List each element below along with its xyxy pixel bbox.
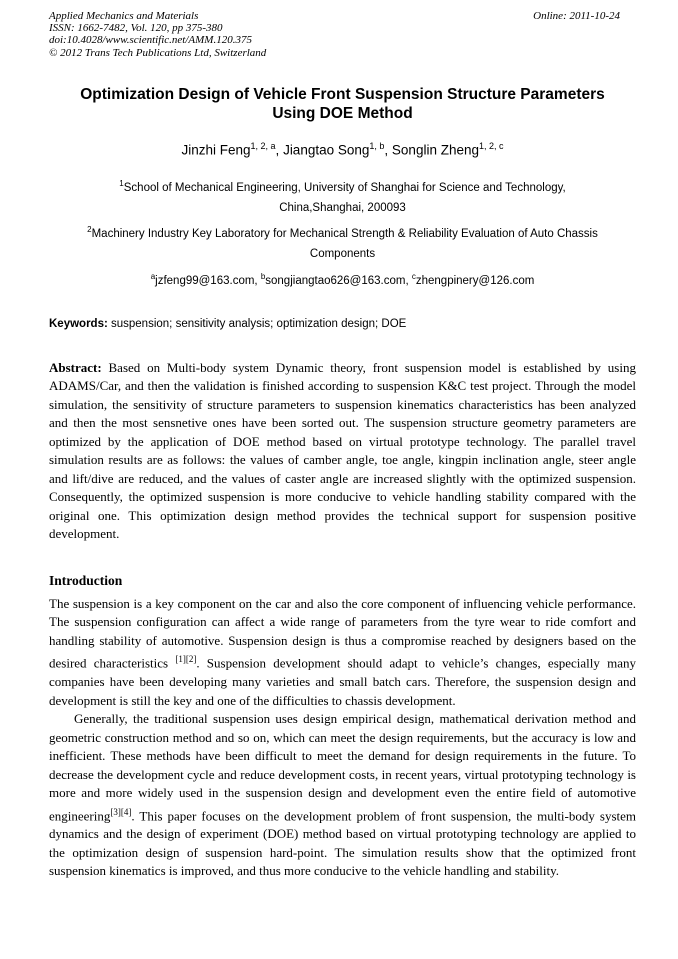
citation-1-2: [1][2] [175, 654, 197, 665]
introduction-paragraph-2-text: Generally, the traditional suspension uses design empirical design, mathematical derivation method and geometric construction method and so on, which can meet the design requirements, but the accuracy is low and inefficient. These methods have been difficult to meet the demand for design requirements in the future. To decrease the development cycle and reduce development costs, in recent years, virtual prototyping technology is more and more widely used in the suspension design and development even the entire field of automotive engineering [49, 711, 636, 823]
introduction-paragraph-1 [49, 595, 636, 710]
introduction-paragraph-1-text-cont: . Suspension development should adapt to vehicle’s changes, especially many companies have been developing many varieties and small batch cars. Therefore, the suspension design and development is still the key and one of the difficulties to chassis development. [49, 655, 636, 708]
affiliation-1-text: School of Mechanical Engineering, University of Shanghai for Science and Technology, China,Shanghai, 200093 [123, 182, 566, 215]
journal-title: Applied Mechanics and Materials [49, 10, 199, 22]
authors-line [49, 138, 636, 159]
author-separator: , [384, 142, 392, 158]
affiliation-1 [77, 174, 609, 218]
affiliation-2-text: Machinery Industry Key Laboratory for Mechanical Strength & Reliability Evaluation of Auto Chassis Components [91, 227, 598, 260]
journal-issn-volume: ISSN: 1662-7482, Vol. 120, pp 375-380 [49, 22, 223, 35]
journal-info [49, 10, 266, 59]
email-1: jzfeng99@163.com, [155, 274, 261, 287]
introduction-paragraph-1-text: The suspension is a key component on the car and also the core component of influencing vehicle performance. The suspension configuration can affect a wide range of parameters from the tyre wear to ride comfort and handling stability of automotive. Suspension design is thus a compromise reached by designers based on the desired characteristics [49, 595, 636, 671]
abstract-label: Abstract: [49, 359, 109, 375]
author-2-name: Jiangtao Song [283, 142, 370, 158]
affiliation-1-superscript: 1 [119, 179, 124, 189]
journal-doi: doi:10.4028/www.scientific.net/AMM.120.375 [49, 34, 252, 47]
paper-title-line1: Optimization Design of Vehicle Front Suspension Structure Parameters [80, 85, 605, 103]
author-3-name: Songlin Zheng [391, 142, 479, 158]
author-1-name: Jinzhi Feng [181, 142, 251, 158]
abstract-paragraph [49, 359, 636, 544]
author-1-superscript: 1, 2, a [250, 140, 276, 151]
keywords-label: Keywords: [49, 317, 111, 330]
email-2: songjiangtao626@163.com, [265, 274, 412, 287]
email-3-superscript: c [411, 271, 416, 281]
keywords-text: suspension; sensitivity analysis; optimization design; DOE [111, 317, 407, 330]
author-emails [49, 267, 636, 291]
journal-header [49, 10, 636, 59]
paper-title-line2: Using DOE Method [272, 104, 413, 122]
email-1-superscript: a [150, 271, 156, 281]
email-3: zhengpinery@126.com [415, 274, 535, 287]
introduction-paragraph-2 [49, 710, 636, 881]
author-3-superscript: 1, 2, c [479, 140, 504, 151]
email-2-superscript: b [260, 271, 266, 281]
affiliation-2 [77, 220, 609, 264]
author-2-superscript: 1, b [369, 140, 385, 151]
citation-3-4: [3][4] [110, 806, 132, 817]
author-separator: , [275, 142, 284, 158]
affiliation-2-superscript: 2 [87, 225, 92, 235]
section-heading-introduction: Introduction [49, 572, 123, 588]
journal-copyright: © 2012 Trans Tech Publications Ltd, Switzerland [49, 46, 267, 59]
abstract-text: Based on Multi-body system Dynamic theory, front suspension model is established by using ADAMS/Car, and then the validation is finished according to suspension K&C test project. Through the model simulation, the sensitivity of structure parameters to suspension kinematics characteristics has been analyzed and then the most sensnetive ones have been sorted out. The suspension structure geometry parameters are optimized by the application of DOE method based on virtual prototype technology. The parallel travel simulation results are as follows: the values of camber angle, toe angle, kingpin inclination angle, steer angle and lift/dive are reduced, and the values of caster angle are increased slightly with the optimized suspension. Consequently, the optimized suspension is more conducive to vehicle handling stability compared with the original one. This optimization design method provides the technical support for suspension positive development. [49, 359, 636, 542]
introduction-paragraph-2-text-cont: . This paper focuses on the development problem of front suspension, the multi-body system dynamics and the design of experiment (DOE) method based on virtual prototyping technology are applied to the optimization design of suspension hard-point. The simulation results show that the optimized front suspension kinematics is improved, and thus more conducive to the vehicle handling and stability. [49, 807, 636, 879]
paper-title [49, 85, 636, 123]
online-date: Online: 2011-10-24 [533, 10, 620, 22]
keywords-line [49, 317, 636, 331]
